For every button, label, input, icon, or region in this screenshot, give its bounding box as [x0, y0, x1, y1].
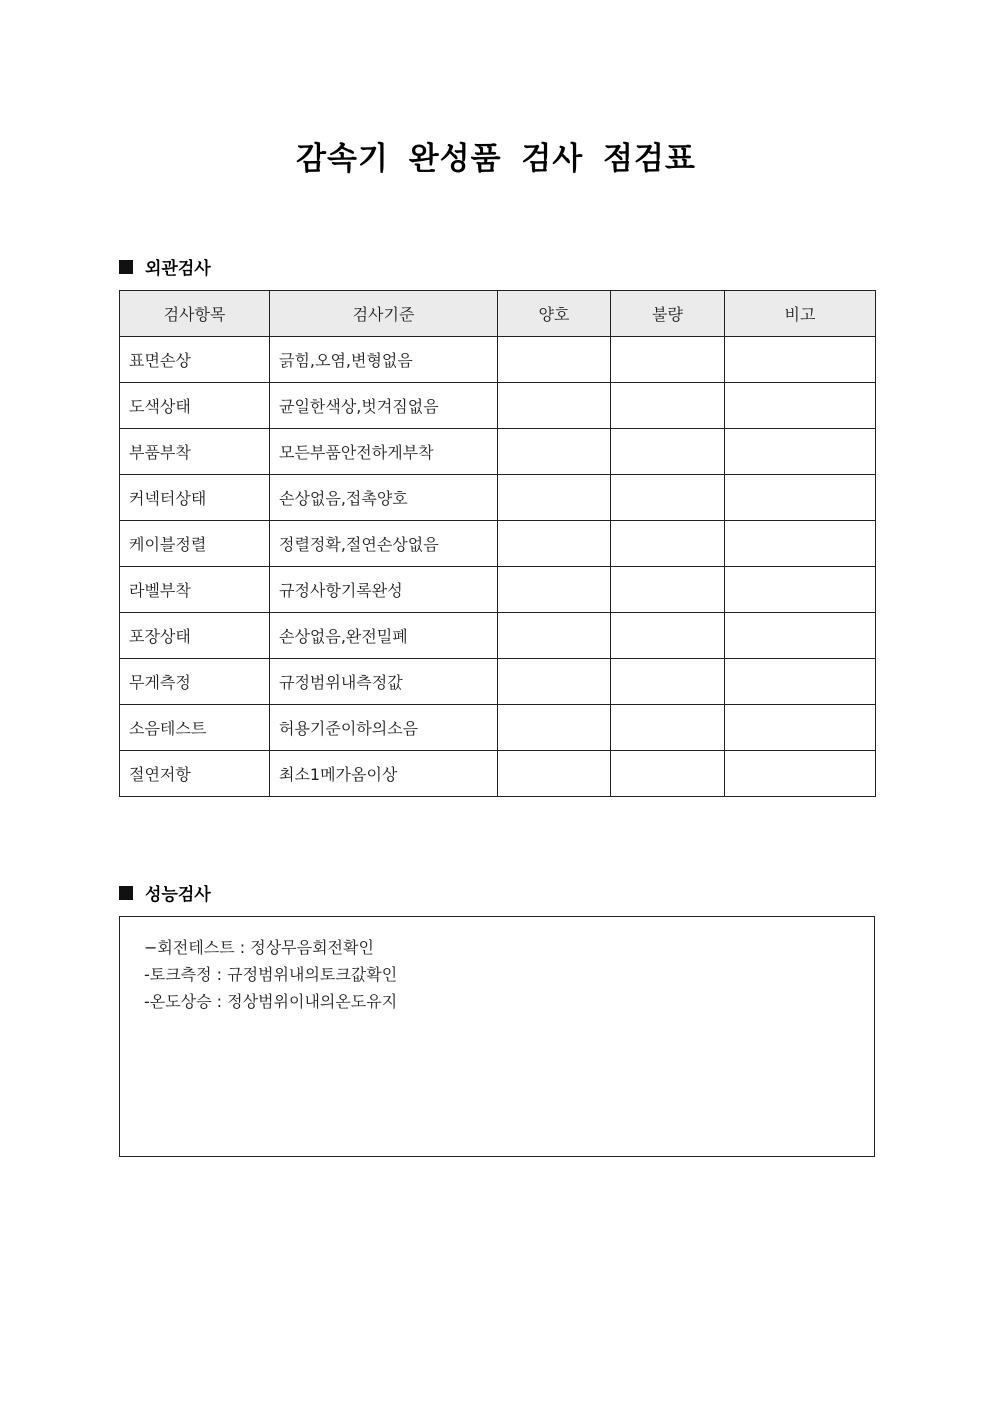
criterion-cell: 균일한색상,벗겨짐없음	[270, 383, 498, 429]
table-row	[120, 429, 876, 475]
good-checkbox-cell[interactable]	[498, 521, 611, 567]
bad-checkbox-cell[interactable]	[611, 475, 725, 521]
page-title: 감속기 완성품 검사 점검표	[296, 141, 696, 177]
bad-checkbox-cell[interactable]	[611, 521, 725, 567]
table-row	[120, 337, 876, 383]
bad-checkbox-cell[interactable]	[611, 567, 725, 613]
appearance-section-heading	[119, 254, 211, 279]
criterion-cell: 모든부품안전하게부착	[270, 429, 498, 475]
performance-section-label: 성능검사	[145, 885, 211, 905]
good-checkbox-cell[interactable]	[498, 429, 611, 475]
note-cell[interactable]	[725, 659, 876, 705]
table-row	[120, 521, 876, 567]
column-header-criterion: 검사기준	[270, 291, 498, 337]
item-cell: 무게측정	[120, 659, 270, 705]
good-checkbox-cell[interactable]	[498, 613, 611, 659]
column-header-item: 검사항목	[120, 291, 270, 337]
bad-checkbox-cell[interactable]	[611, 383, 725, 429]
note-cell[interactable]	[725, 521, 876, 567]
performance-line-torque-measure: -토크측정 : 규정범위내의토크값확인	[144, 965, 398, 984]
criterion-cell: 규정범위내측정값	[270, 659, 498, 705]
good-checkbox-cell[interactable]	[498, 705, 611, 751]
note-cell[interactable]	[725, 429, 876, 475]
table-row	[120, 383, 876, 429]
table-row	[120, 659, 876, 705]
good-checkbox-cell[interactable]	[498, 751, 611, 797]
criterion-cell: 규정사항기록완성	[270, 567, 498, 613]
table-row	[120, 475, 876, 521]
note-cell[interactable]	[725, 337, 876, 383]
item-cell: 포장상태	[120, 613, 270, 659]
good-checkbox-cell[interactable]	[498, 383, 611, 429]
bad-checkbox-cell[interactable]	[611, 705, 725, 751]
criterion-cell: 긁힘,오염,변형없음	[270, 337, 498, 383]
good-checkbox-cell[interactable]	[498, 659, 611, 705]
note-cell[interactable]	[725, 751, 876, 797]
table-row	[120, 751, 876, 797]
performance-section-heading	[119, 880, 211, 905]
table-row	[120, 613, 876, 659]
performance-notes-box	[119, 916, 875, 1157]
item-cell: 커넥터상태	[120, 475, 270, 521]
column-header-note: 비고	[725, 291, 876, 337]
criterion-cell: 손상없음,접촉양호	[270, 475, 498, 521]
appearance-section-label: 외관검사	[145, 259, 211, 279]
item-cell: 소음테스트	[120, 705, 270, 751]
performance-line-rotation-test: −회전테스트 : 정상무음회전확인	[144, 938, 374, 957]
item-cell: 도색상태	[120, 383, 270, 429]
good-checkbox-cell[interactable]	[498, 337, 611, 383]
column-header-bad: 불량	[611, 291, 725, 337]
square-bullet-icon	[119, 260, 133, 274]
performance-line-temperature-rise: -온도상승 : 정상범위이내의온도유지	[144, 992, 398, 1011]
note-cell[interactable]	[725, 705, 876, 751]
item-cell: 부품부착	[120, 429, 270, 475]
note-cell[interactable]	[725, 567, 876, 613]
note-cell[interactable]	[725, 613, 876, 659]
bad-checkbox-cell[interactable]	[611, 337, 725, 383]
bad-checkbox-cell[interactable]	[611, 429, 725, 475]
square-bullet-icon	[119, 886, 133, 900]
table-row	[120, 705, 876, 751]
item-cell: 라벨부착	[120, 567, 270, 613]
table-row	[120, 567, 876, 613]
note-cell[interactable]	[725, 383, 876, 429]
good-checkbox-cell[interactable]	[498, 567, 611, 613]
criterion-cell: 허용기준이하의소음	[270, 705, 498, 751]
good-checkbox-cell[interactable]	[498, 475, 611, 521]
appearance-inspection-table	[119, 290, 876, 797]
bad-checkbox-cell[interactable]	[611, 613, 725, 659]
criterion-cell: 손상없음,완전밀폐	[270, 613, 498, 659]
table-header-row	[120, 291, 876, 337]
note-cell[interactable]	[725, 475, 876, 521]
column-header-good: 양호	[498, 291, 611, 337]
item-cell: 절연저항	[120, 751, 270, 797]
criterion-cell: 최소1메가옴이상	[270, 751, 498, 797]
item-cell: 표면손상	[120, 337, 270, 383]
bad-checkbox-cell[interactable]	[611, 659, 725, 705]
bad-checkbox-cell[interactable]	[611, 751, 725, 797]
item-cell: 케이블정렬	[120, 521, 270, 567]
criterion-cell: 정렬정확,절연손상없음	[270, 521, 498, 567]
